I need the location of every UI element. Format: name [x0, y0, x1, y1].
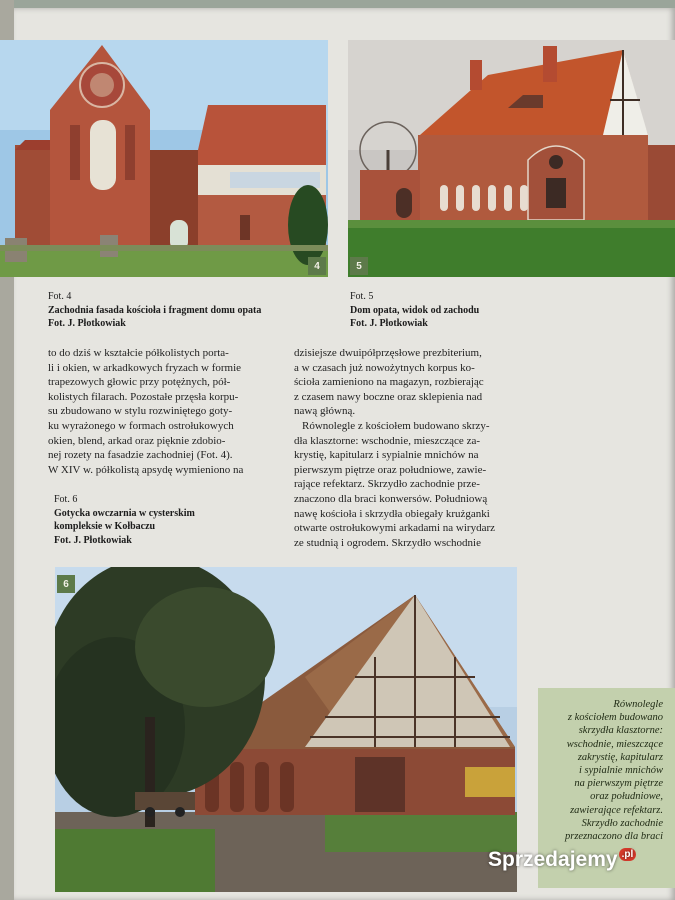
photo-fot5: [348, 40, 675, 277]
caption-fot4: [48, 290, 261, 331]
body-text-right-column: [294, 346, 495, 550]
text-line: rające refektarz. Skrzydło zachodnie prze-: [294, 478, 480, 491]
text-line: trapezowych głowic przy potężnych, pół-: [48, 376, 231, 389]
text-line: otwarte ostrołukowymi arkadami na wirydarz: [294, 522, 495, 535]
quote-line: zakrystię, kapitularz: [577, 751, 663, 763]
text-line: znaczono dla braci konwersów. Południową: [294, 492, 488, 505]
watermark-text: Sprzedajemy: [488, 848, 618, 871]
text-line: Równolegle z kościołem budowano skrzy-: [302, 419, 490, 432]
body-text-left-column: [48, 346, 243, 477]
text-line: su zbudowano w stylu rozwiniętego goty-: [48, 405, 233, 418]
quote-line: z kościołem budowano: [567, 712, 663, 724]
photo-fot4: [0, 40, 328, 277]
photo-number-badge: 6: [57, 575, 75, 593]
caption-fot6: [54, 493, 195, 547]
quote-line: oraz południowe,: [590, 791, 663, 803]
watermark-badge: .pl: [619, 848, 637, 861]
text-line: nej rozety na fasadzie zachodniej (Fot. 4).: [48, 449, 233, 462]
quote-line: i sypialnie mnichów: [579, 765, 663, 777]
text-line: krystię, kapitularz i sypialnie mnichów na: [294, 449, 479, 462]
quote-line: skrzydła klasztorne:: [578, 725, 663, 737]
text-line: ścioła zamieniono na magazyn, rozbierając: [294, 376, 484, 389]
photo-fot6: [55, 567, 517, 892]
quote-line: Równolegle: [613, 699, 663, 710]
sprzedajemy-watermark: [488, 848, 636, 872]
text-line: li i okien, w arkadkowych fryzach w formie: [48, 361, 242, 374]
text-line: to do dziś w kształcie półkolistych porta-: [48, 347, 229, 359]
text-line: a w czasach już nowożytnych korpus ko-: [294, 361, 475, 374]
caption-title-line-1: Gotycka owczarnia w cysterskim: [54, 507, 195, 519]
text-line: ku wyrażonego w formach ostrołukowych: [48, 419, 234, 432]
caption-title: Zachodnia fasada kościoła i fragment domu opata: [48, 304, 262, 316]
text-line: nawą główną.: [294, 405, 356, 418]
text-line: nawę kościoła i skrzydła obiegały krużganki: [294, 507, 490, 520]
text-line: z czasem nawy boczne oraz sklepienia nad: [294, 390, 483, 403]
text-line: kolistych filarach. Pozostałe przęsła korpu-: [48, 390, 239, 403]
caption-title: Dom opata, widok od zachodu: [350, 304, 480, 316]
text-line: dła klasztorne: wschodnie, mieszczące za-: [294, 434, 480, 447]
caption-credit: Fot. J. Płotkowiak: [48, 318, 126, 329]
quote-line: przeznaczono dla braci: [565, 831, 663, 843]
caption-label: Fot. 5: [350, 291, 374, 302]
text-line: dzisiejsze dwuipółprzęsłowe prezbiterium,: [294, 347, 482, 359]
text-line: pierwszym piętrze oraz południowe, zawie-: [294, 463, 487, 476]
photo-number-badge: 5: [350, 257, 368, 275]
caption-credit: Fot. J. Płotkowiak: [54, 534, 132, 546]
quote-line: na pierwszym piętrze: [574, 778, 663, 790]
caption-title-line-2: kompleksie w Kołbaczu: [54, 521, 156, 532]
quote-line: Skrzydło zachodnie: [581, 817, 663, 829]
caption-credit: Fot. J. Płotkowiak: [350, 318, 428, 329]
text-line: okien, blend, arkad oraz pięknie zdobio-: [48, 434, 226, 447]
pull-quote-text: [565, 698, 663, 843]
text-line: W XIV w. półkolistą apsydę wymieniono na: [48, 463, 244, 476]
quote-line: wschodnie, mieszczące: [566, 738, 663, 750]
caption-label: Fot. 4: [48, 291, 72, 302]
photo-number-badge: 4: [308, 257, 326, 275]
quote-line: zawierające refektarz.: [570, 804, 663, 816]
caption-label: Fot. 6: [54, 494, 78, 505]
caption-fot5: [350, 290, 479, 331]
text-line: ze studnią i ogrodem. Skrzydło wschodnie: [294, 536, 481, 549]
